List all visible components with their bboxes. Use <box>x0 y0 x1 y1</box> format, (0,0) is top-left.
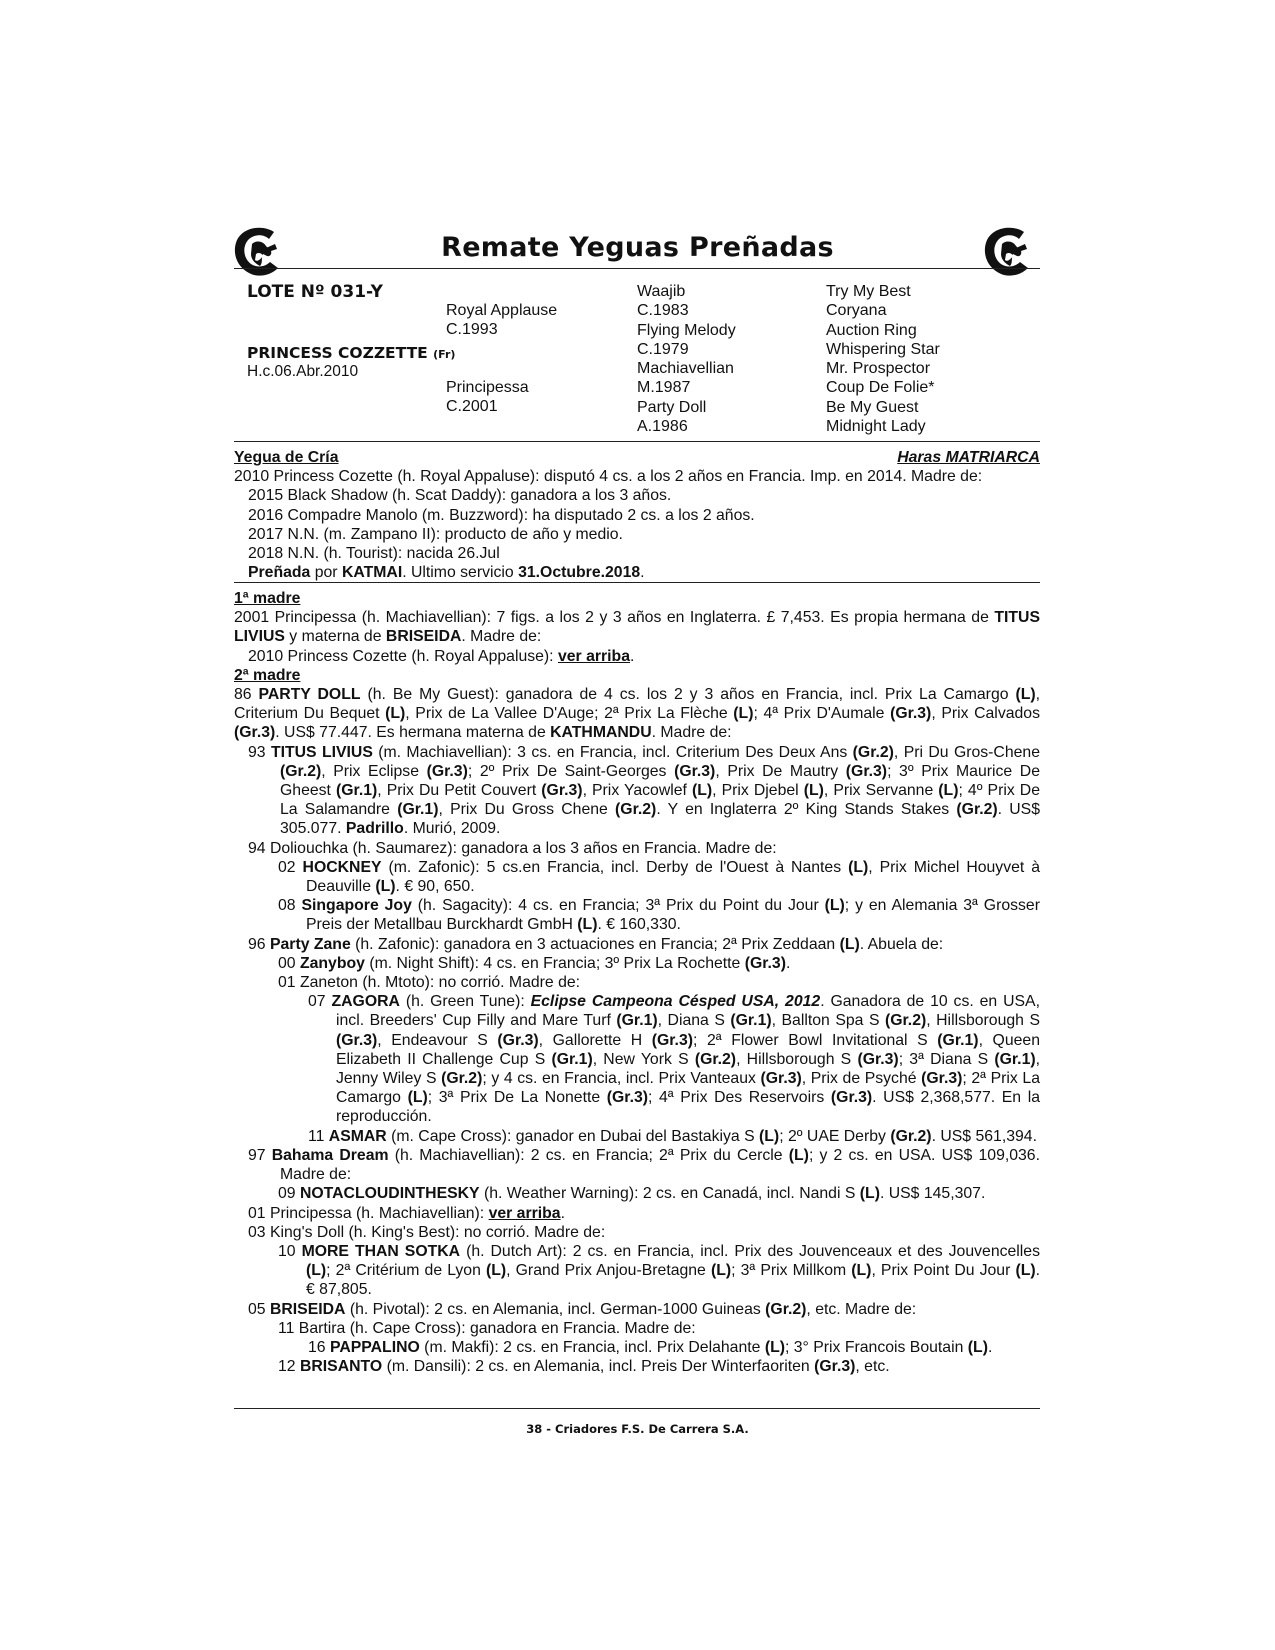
text-run: TITUS LIVIUS <box>270 743 373 761</box>
text-run: 05 <box>248 1300 270 1318</box>
text-run: (m. Night Shift): 4 cs. en Francia; 3º Prix La Rochette <box>364 954 745 972</box>
text-run: , Jenny Wiley S <box>336 1050 1041 1088</box>
text-run: ; 3ª Prix Millkom <box>731 1262 852 1280</box>
text-run: . Abuela de: <box>859 935 944 953</box>
divider <box>234 582 1040 583</box>
offspring-entry <box>234 1223 1040 1242</box>
text-run: 10 <box>278 1242 302 1260</box>
text-run: KATHMANDU <box>550 724 652 742</box>
pedigree-great-grandparents: Try My Best Coryana Auction Ring Whispering Star Mr. Prospector Coup De Folie* Be My Guest Midnight Lady <box>826 283 940 436</box>
text-run: (L) <box>788 1146 809 1164</box>
text-run: (Gr.2) <box>694 1050 737 1068</box>
haras-name: Haras MATRIARCA <box>897 449 1040 466</box>
text-run: , Endeavour S <box>377 1031 498 1049</box>
text-run: . Murió, 2009. <box>403 820 501 838</box>
text-run: ; y en Alemania 3ª Grosser Preis der Metallbau Burckhardt GmbH <box>306 897 1040 934</box>
text-run: , Hillsborough S <box>926 1012 1040 1030</box>
offspring-entry <box>234 1146 1040 1184</box>
offspring-entry <box>234 1357 1040 1376</box>
text-run: , Prix Yacowlef <box>582 782 692 800</box>
text-run: (h. Weather Warning): 2 cs. en Canadá, incl. Nandi S <box>479 1185 860 1203</box>
pedigree-sire: Royal Applause C.1993 <box>446 302 558 339</box>
text-run: 94 Doliouchka (h. Saumarez): ganadora a los 3 años en Francia. Madre de: <box>248 839 777 857</box>
text-run: (Gr.3) <box>921 1070 963 1088</box>
text-run: (m. Dansili): 2 cs. en Alemania, incl. Preis Der Winterfaoriten <box>382 1358 815 1376</box>
text-run: 08 <box>278 897 302 915</box>
text-run: (Gr.3) <box>744 954 786 972</box>
text-run: BRISANTO <box>299 1358 383 1376</box>
text-run: ; 3ª Prix De La Nonette <box>427 1089 607 1107</box>
text-run: (h. Pivotal): 2 cs. en Alemania, incl. German-1000 Guineas <box>345 1300 766 1318</box>
text-run: 97 <box>248 1146 272 1164</box>
text-run: (Gr.3) <box>651 1031 693 1049</box>
offspring-line: 2017 N.N. (m. Zampano II): producto de año y medio. <box>248 525 623 543</box>
offspring-entry <box>234 935 1040 954</box>
text-run: (Gr.1) <box>994 1050 1036 1068</box>
text-run: 02 <box>278 858 303 876</box>
text-run: 12 <box>278 1358 300 1376</box>
text-run: , Prix De Mautry <box>715 762 846 780</box>
text-run: , New York S <box>592 1050 695 1068</box>
horse-origin: (Fr) <box>433 348 456 361</box>
section-heading: Yegua de Cría <box>234 449 339 466</box>
text-run: . <box>987 1338 993 1356</box>
text-run: ; 4ª Prix D'Aumale <box>753 705 891 723</box>
page-footer: 38 - Criadores F.S. De Carrera S.A. <box>526 1422 749 1436</box>
text-run: . € 160,330. <box>597 916 681 934</box>
text-run: (m. Machiavellian): 3 cs. en Francia, incl. Criterium Des Deux Ans <box>372 743 853 761</box>
text-run: Eclipse Campeona Césped USA, 2012 <box>530 993 821 1011</box>
divider <box>234 441 1040 442</box>
text-run: (Gr.2) <box>615 801 657 819</box>
text-run: Padrillo <box>345 820 404 838</box>
text-run: 03 King's Doll (h. King's Best): no corrió. Madre de: <box>248 1223 606 1241</box>
text-run: MORE THAN SOTKA <box>301 1242 461 1260</box>
text-run: , Prix de Psyché <box>801 1070 922 1088</box>
text-run: ver arriba <box>488 1204 561 1222</box>
offspring-entry <box>234 1338 1040 1357</box>
text-run: (Gr.2) <box>852 743 894 761</box>
text-run: (Gr.1) <box>336 782 378 800</box>
text-run: , Queen Elizabeth II Challenge Cup S <box>336 1031 1040 1068</box>
horse-birth: H.c.06.Abr.2010 <box>247 363 359 380</box>
text-run: (L) <box>306 1262 327 1280</box>
text-run: . Y en Inglaterra 2º King Stands Stakes <box>656 801 957 819</box>
text-run: 11 Bartira (h. Cape Cross): ganadora en Francia. Madre de: <box>278 1319 696 1337</box>
text-run: (L) <box>407 1089 428 1107</box>
text-run: BRISEIDA <box>269 1300 346 1318</box>
text-run: (L) <box>839 935 860 953</box>
text-run: (Gr.3) <box>336 1031 378 1049</box>
text-run: (Gr.1) <box>397 801 439 819</box>
text-run: (Gr.3) <box>541 782 583 800</box>
text-line: 2010 Princess Cozette (h. Royal Appaluse): disputó 4 cs. a los 2 años en Francia. Imp. en 2014. Madre de: <box>234 468 983 486</box>
text-run: (L) <box>859 1185 880 1203</box>
text-run: (L) <box>851 1262 872 1280</box>
text-run: (L) <box>485 1262 507 1280</box>
text-run: 09 <box>278 1185 300 1203</box>
text-run: (Gr.1) <box>616 1012 658 1030</box>
text-run: (L) <box>764 1338 785 1356</box>
text-run: , Ballton Spa S <box>771 1012 885 1030</box>
text-run: (Gr.3) <box>497 1031 539 1049</box>
text-run: ; 2ª Critérium de Lyon <box>326 1262 486 1280</box>
text-run: 96 <box>248 935 270 953</box>
text-run: (Gr.3) <box>830 1089 873 1107</box>
offspring-entry <box>234 1242 1040 1300</box>
offspring-line: 2015 Black Shadow (h. Scat Daddy): ganadora a los 3 años. <box>248 487 672 505</box>
text-run: , Gallorette H <box>538 1031 652 1049</box>
text-run: 86 <box>234 686 259 704</box>
text-run: . Madre de: <box>651 724 732 742</box>
text-run: . € 87,805. <box>306 1262 1041 1299</box>
text-run: NOTACLOUDINTHESKY <box>299 1185 480 1203</box>
text-run: . € 90, 650. <box>395 878 475 896</box>
text-run: (h. Machiavellian): 2 cs. en Francia; 2ª Prix du Cercle <box>388 1146 789 1164</box>
text-run: ; 3º Prix Maurice De Gheest <box>280 762 1040 800</box>
offspring-entry <box>234 839 1040 858</box>
offspring-entry <box>234 743 1040 839</box>
text-run: PARTY DOLL <box>258 686 361 704</box>
text-run: (Gr.3) <box>606 1089 649 1107</box>
text-run: (Gr.1) <box>730 1012 772 1030</box>
text-run: (m. Cape Cross): ganador en Dubai del Bastakiya S <box>386 1127 760 1145</box>
text-run: 00 <box>278 954 300 972</box>
text-run: (L) <box>938 782 959 800</box>
text-run: Bahama Dream <box>271 1146 389 1164</box>
offspring-entry <box>234 1319 1040 1338</box>
text-run: , Grand Prix Anjou-Bretagne <box>506 1262 711 1280</box>
text-run: . US$ 2,368,577. En la reproducción. <box>336 1089 1040 1126</box>
text-run: , Prix Du Gross Chene <box>438 801 616 819</box>
offspring-entry <box>234 1184 1040 1203</box>
pedigree-dam: Principessa C.2001 <box>446 379 529 416</box>
text-run: (L) <box>1015 686 1036 704</box>
offspring-entry <box>234 858 1040 896</box>
section-yegua-de-cria <box>234 448 1040 582</box>
pedigree-grandparents: Waajib C.1983 Flying Melody C.1979 Machiavellian M.1987 Party Doll A.1986 <box>637 283 736 436</box>
text-run: (h. Sagacity): 4 cs. en Francia; 3ª Prix du Point du Jour <box>411 897 825 915</box>
text-run: (Gr.3) <box>760 1070 802 1088</box>
text-run: , Hillsborough S <box>736 1050 858 1068</box>
text-run: (L) <box>710 1262 732 1280</box>
text-run: . US$ 561,394. <box>931 1127 1037 1145</box>
text-run: ZAGORA <box>331 993 400 1011</box>
text-run: . US$ 77.447. Es hermana materna de <box>275 724 551 742</box>
text-run: ; 2º Prix De Saint-Georges <box>467 762 675 780</box>
text-run: . <box>560 1204 565 1222</box>
section-madres <box>234 589 1040 1376</box>
text-run: , etc. <box>855 1358 890 1376</box>
text-run: (L) <box>385 705 406 723</box>
offspring-entry <box>234 1300 1040 1319</box>
text-run: ; 2ª Prix La Camargo <box>336 1070 1040 1107</box>
text-run: (Gr.2) <box>956 801 998 819</box>
text-run: . <box>785 954 791 972</box>
text-run: , Prix Calvados <box>931 705 1040 723</box>
text-run: , etc. Madre de: <box>806 1300 917 1318</box>
text-run: 93 <box>248 743 271 761</box>
text-run: 01 Principessa (h. Machiavellian): <box>248 1204 489 1222</box>
text-paragraph <box>234 685 1040 743</box>
text-run: , Prix Michel Houyvet à Deauville <box>306 858 1040 896</box>
section-heading: 2ª madre <box>234 666 301 684</box>
text-run: ; 3° Prix Francois Boutain <box>784 1338 968 1356</box>
text-run: (Gr.3) <box>845 762 888 780</box>
text-run: , Diana S <box>657 1012 731 1030</box>
text-run: ; 4ª Prix Des Reservoirs <box>648 1089 831 1107</box>
divider <box>234 1408 1040 1409</box>
text-run: 01 Zaneton (h. Mtoto): no corrió. Madre de: <box>278 974 581 992</box>
text-run: 16 <box>308 1338 330 1356</box>
text-run: (Gr.1) <box>937 1031 979 1049</box>
text-paragraph: 2001 Principessa (h. Machiavellian): 7 figs. a los 2 y 3 años en Inglaterra. £ 7,453. Es propia hermana de TITUS LIVIUS y materna de BRISEIDA. Madre de: <box>234 609 1040 646</box>
text-run: (L) <box>803 782 824 800</box>
text-run: , Prix Servanne <box>823 782 939 800</box>
text-run: ASMAR <box>328 1127 387 1145</box>
text-run: (Gr.3) <box>857 1050 899 1068</box>
text-run: (L) <box>1015 1262 1036 1280</box>
text-run: . US$ 145,307. <box>879 1185 986 1203</box>
text-run: (L) <box>824 897 845 915</box>
text-run: (Gr.2) <box>280 762 322 780</box>
text-run: , Prix Du Petit Couvert <box>377 782 542 800</box>
text-run: (Gr.2) <box>441 1070 483 1088</box>
text-run: , Criterium Du Bequet <box>234 686 1041 723</box>
text-run: (L) <box>375 878 396 896</box>
text-run: ; y 4 cs. en Francia, incl. Prix Vanteaux <box>482 1070 761 1088</box>
text-run: (Gr.3) <box>426 762 468 780</box>
text-run: Party Zane <box>269 935 351 953</box>
text-run: , Prix Eclipse <box>321 762 427 780</box>
offspring-entry <box>234 1127 1040 1146</box>
offspring-line: 2016 Compadre Manolo (m. Buzzword): ha disputado 2 cs. a los 2 años. <box>248 506 755 524</box>
offspring-line: 2010 Princess Cozette (h. Royal Appaluse): ver arriba. <box>248 647 635 665</box>
text-run: (m. Zafonic): 5 cs.en Francia, incl. Derby de l'Ouest à Nantes <box>381 858 849 876</box>
text-run: 11 <box>308 1127 329 1145</box>
offspring-line: 2018 N.N. (h. Tourist): nacida 26.Jul <box>248 545 500 563</box>
offspring-entry <box>234 896 1040 934</box>
text-run: HOCKNEY <box>302 858 382 876</box>
offspring-entry <box>234 973 1040 992</box>
text-run: (Gr.2) <box>884 1012 927 1030</box>
text-run: ; 2ª Flower Bowl Invitational S <box>693 1031 938 1049</box>
offspring-entry <box>234 954 1040 973</box>
text-run: (L) <box>691 782 713 800</box>
text-run: . Ganadora de 10 cs. en USA, incl. Breeders' Cup Filly and Mare Turf <box>336 993 1040 1030</box>
text-run: ; 4º Prix De La Salamandre <box>280 782 1040 819</box>
text-run: (h. Green Tune): <box>399 993 531 1011</box>
text-run: Singapore Joy <box>301 897 412 915</box>
text-run: (L) <box>967 1338 988 1356</box>
text-run: (L) <box>848 858 869 876</box>
text-run: (Gr.3) <box>674 762 716 780</box>
horse-name: PRINCESS COZZETTE (Fr) <box>247 344 456 362</box>
text-run: (L) <box>759 1127 780 1145</box>
pregnancy-line: Preñada por KATMAI. Ultimo servicio 31.Octubre.2018. <box>248 564 645 582</box>
text-run: ; y 2 cs. en USA. US$ 109,036. Madre de: <box>280 1146 1040 1184</box>
section-heading: 1ª madre <box>234 590 301 607</box>
text-run: (Gr.3) <box>234 724 276 742</box>
offspring-entry <box>234 992 1040 1126</box>
text-run: (Gr.2) <box>765 1300 807 1318</box>
text-run: (Gr.2) <box>890 1127 932 1145</box>
text-run: (L) <box>577 916 598 934</box>
text-run: (Gr.3) <box>814 1358 856 1376</box>
divider <box>234 268 1040 269</box>
text-run: , Prix de La Vallee D'Auge; 2ª Prix La Flèche <box>405 705 734 723</box>
offspring-entry <box>234 1204 1040 1223</box>
text-run: (h. Be My Guest): ganadora de 4 cs. los 2 y 3 años en Francia, incl. Prix La Camargo <box>360 686 1016 704</box>
text-run: , Prix Point Du Jour <box>871 1262 1016 1280</box>
text-run: 07 <box>308 993 332 1011</box>
text-run: Zanyboy <box>299 954 365 972</box>
text-run: (m. Makfi): 2 cs. en Francia, incl. Prix Delahante <box>419 1338 765 1356</box>
text-run: (h. Zafonic): ganadora en 3 actuaciones en Francia; 2ª Prix Zeddaan <box>350 935 840 953</box>
text-run: ; 2º UAE Derby <box>779 1127 891 1145</box>
text-run: , Prix Djebel <box>712 782 804 800</box>
text-run: (h. Dutch Art): 2 cs. en Francia, incl. Prix des Jouvenceaux et des Jouvencelles <box>460 1242 1040 1260</box>
text-run: . US$ 305.077. <box>280 801 1040 838</box>
lot-number: LOTE Nº 031-Y <box>247 282 383 302</box>
text-run: (Gr.1) <box>551 1050 593 1068</box>
page-title: Remate Yeguas Preñadas <box>441 232 834 263</box>
text-run: , Pri Du Gros-Chene <box>893 743 1040 761</box>
text-run: (Gr.3) <box>890 705 932 723</box>
text-run: (L) <box>733 705 754 723</box>
text-run: PAPPALINO <box>329 1338 420 1356</box>
text-run: ; 3ª Diana S <box>898 1050 995 1068</box>
